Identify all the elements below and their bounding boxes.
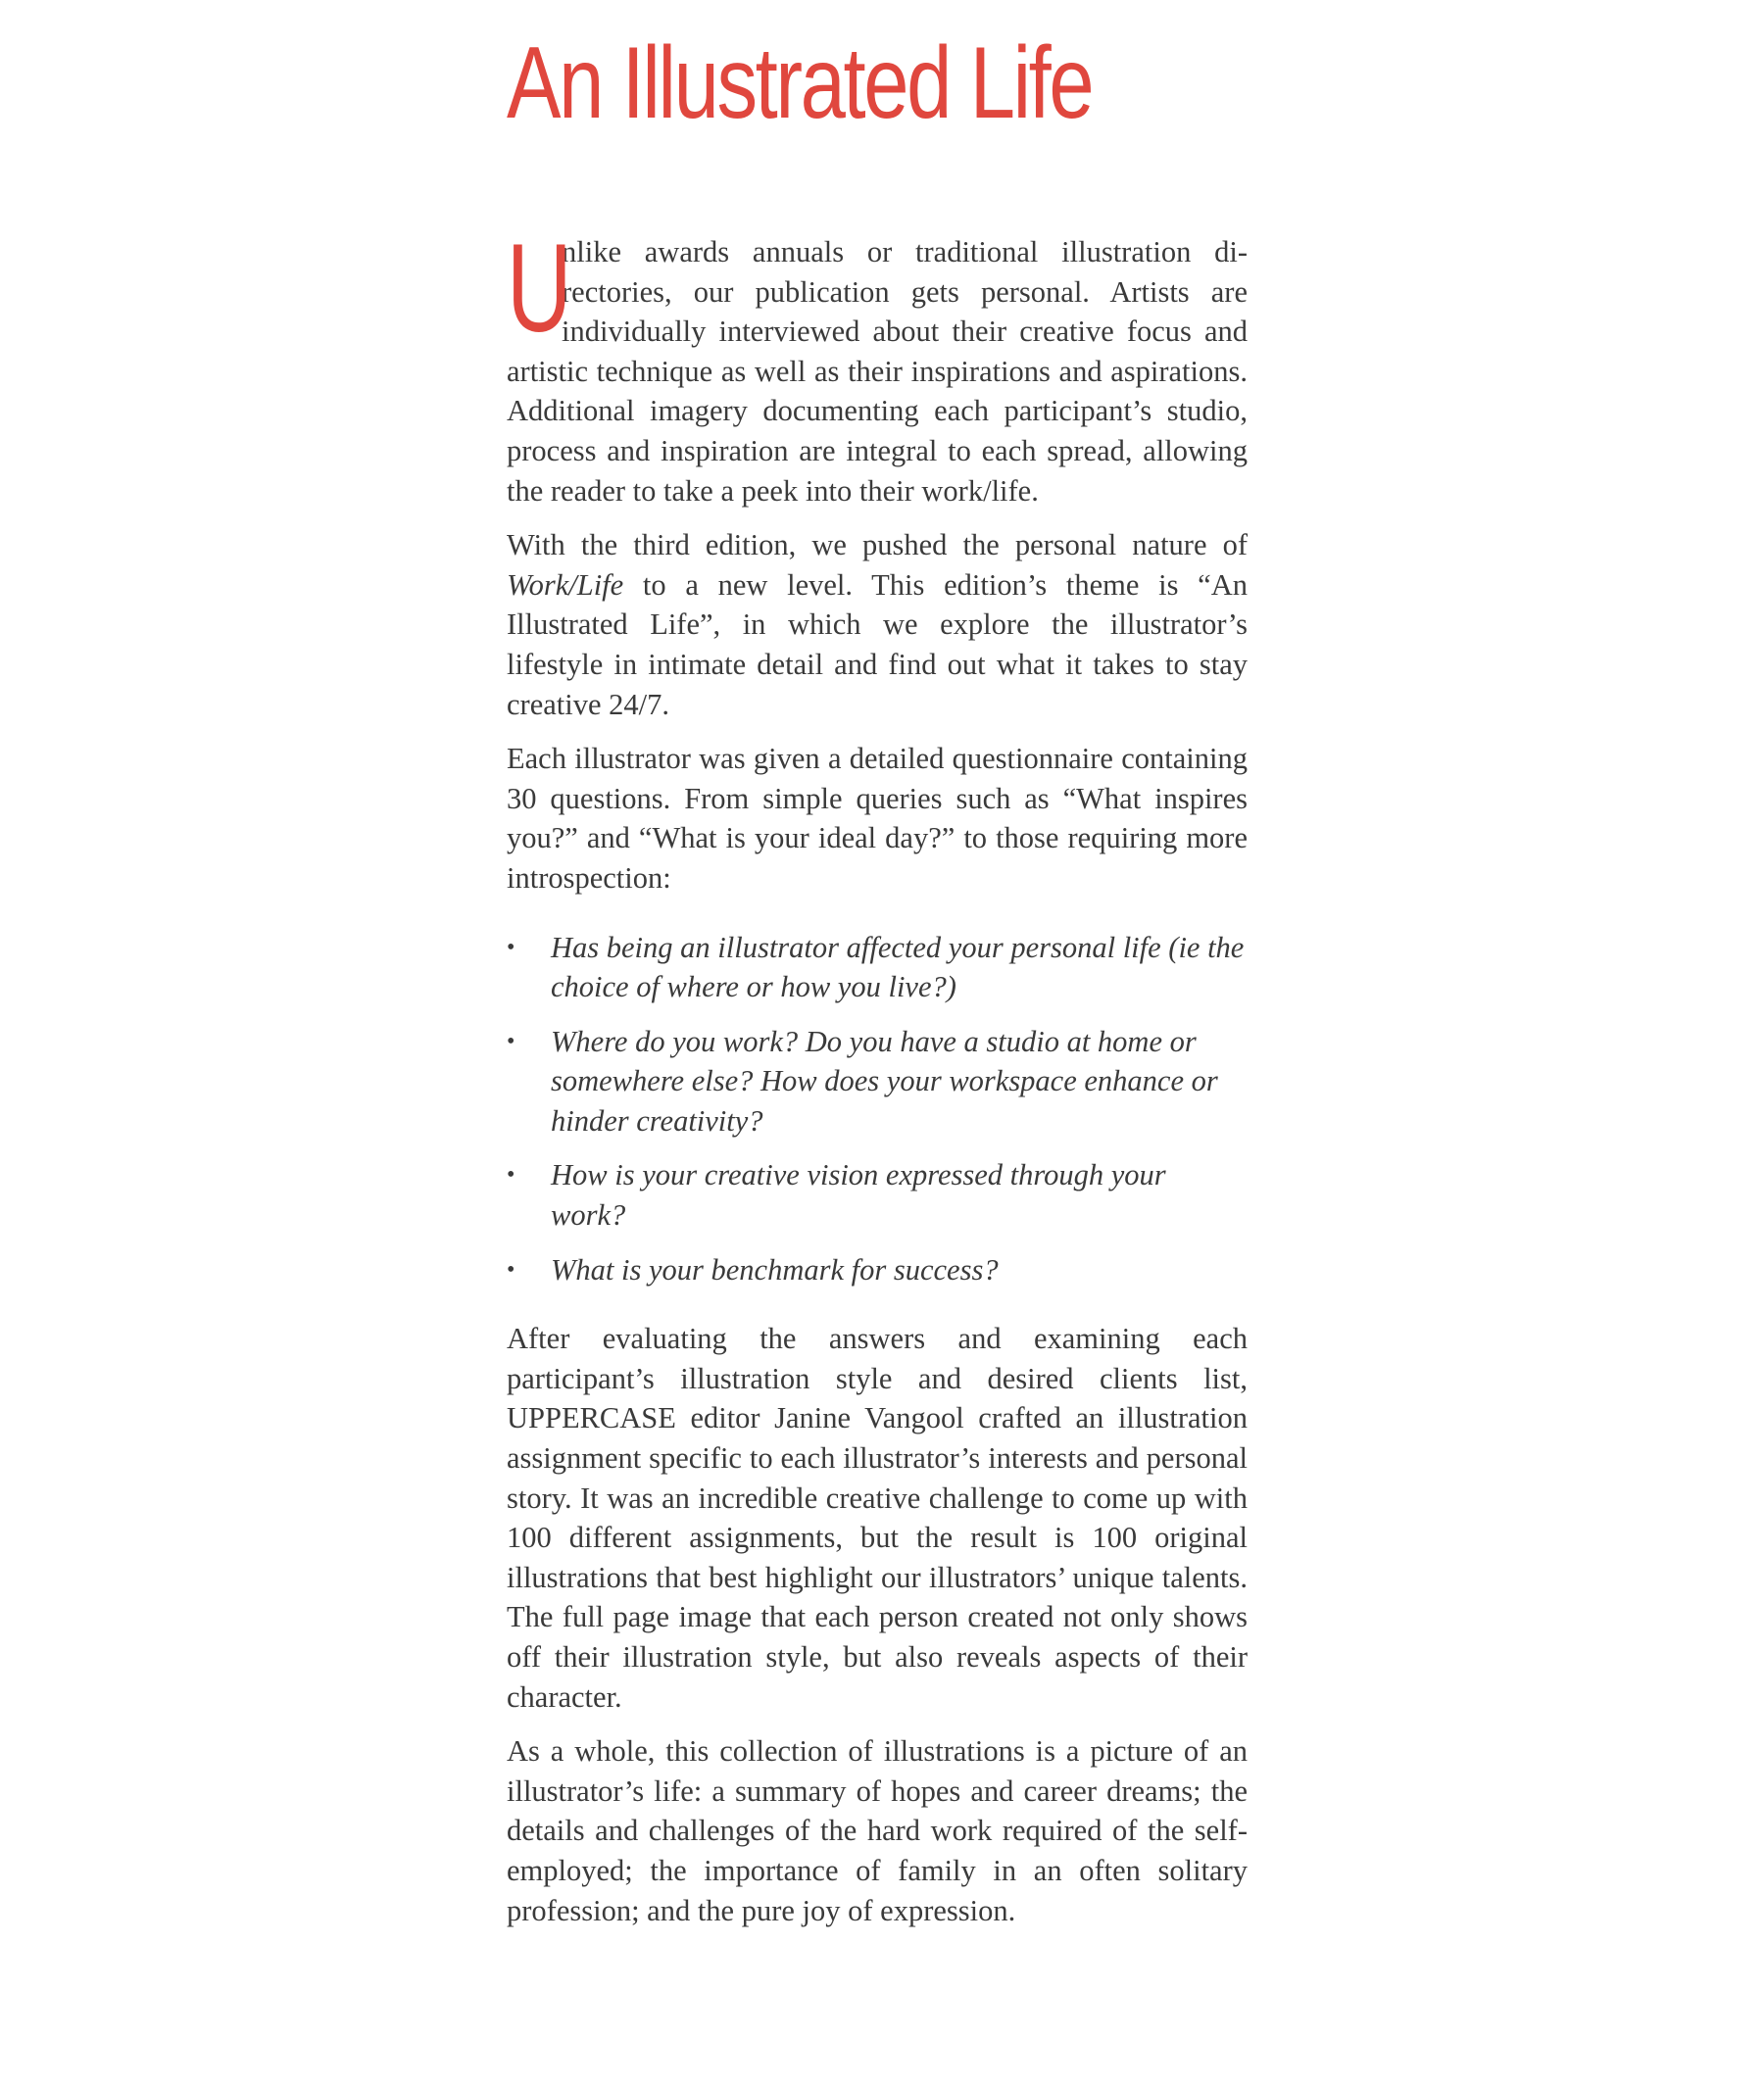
paragraph-conclusion: As a whole, this collection of illustrations is a picture of an illustrator’s life: a summary of hopes and career dreams; the details and challenges of the hard work required of the self-employed; the importance of family in an often solitary profession; and the pure joy of expression. bbox=[507, 1734, 1248, 1927]
text-column bbox=[507, 26, 1248, 1945]
paragraph-edition bbox=[507, 525, 1248, 724]
question-list bbox=[507, 928, 1248, 1290]
bullet-icon: • bbox=[507, 934, 515, 960]
article-body bbox=[507, 219, 1248, 1930]
list-item bbox=[507, 928, 1248, 1007]
page-title: An Illustrated Life bbox=[507, 26, 1093, 140]
paragraph-questionnaire: Each illustrator was given a detailed questionnaire containing 30 questions. From simple queries such as “What inspires you?” and “What is your ideal day?” to those requiring more introspection: bbox=[507, 742, 1248, 895]
publication-title-italic: Work/Life bbox=[507, 567, 624, 602]
drop-cap: U bbox=[507, 219, 572, 359]
bullet-icon: • bbox=[507, 1256, 515, 1283]
bullet-icon: • bbox=[507, 1162, 515, 1189]
intro-text: nlike awards annuals or traditional illustration directories, our publication gets personal. Artists are individually interviewed about their creative focus and artistic technique as well as their inspirations and aspirations. Additional imagery documenting each participant’s studio, process and inspiration are integral to each spread, allowing the reader to take a peek into their work/life. bbox=[507, 235, 1248, 508]
paragraph-edition-text-1: With the third edition, we pushed the personal nature of bbox=[507, 528, 1248, 562]
list-item bbox=[507, 1250, 1248, 1290]
paragraph-assignments: After evaluating the answers and examining each participant’s illustration style and desired clients list, UPPERCASE editor Janine Vangool crafted an illustration assignment specific to each illustrator’s interests and personal story. It was an incredible creative challenge to come up with 100 different assignments, but the result is 100 original illustrations that best highlight our illustrators’ unique talents. The full page image that each person created not only shows off their illustration style, but also reveals aspects of their character. bbox=[507, 1322, 1248, 1714]
list-item bbox=[507, 1155, 1248, 1235]
question-text: What is your benchmark for success? bbox=[551, 1252, 999, 1287]
question-text: How is your creative vision expressed through your work? bbox=[551, 1158, 1166, 1233]
question-text: Has being an illustrator affected your personal life (ie the choice of where or how you live?) bbox=[551, 930, 1245, 1004]
question-text: Where do you work? Do you have a studio at home or somewhere else? How does your workspace enhance or hinder creativity? bbox=[551, 1024, 1218, 1138]
bullet-icon: • bbox=[507, 1028, 515, 1054]
intro-paragraph bbox=[507, 219, 1248, 510]
list-item bbox=[507, 1022, 1248, 1142]
paragraph-edition-text-2: to a new level. This edition’s theme is “An Illustrated Life”, in which we explore the illustrator’s lifestyle in intimate detail and find out what it takes to stay creative 24/7. bbox=[507, 567, 1248, 721]
